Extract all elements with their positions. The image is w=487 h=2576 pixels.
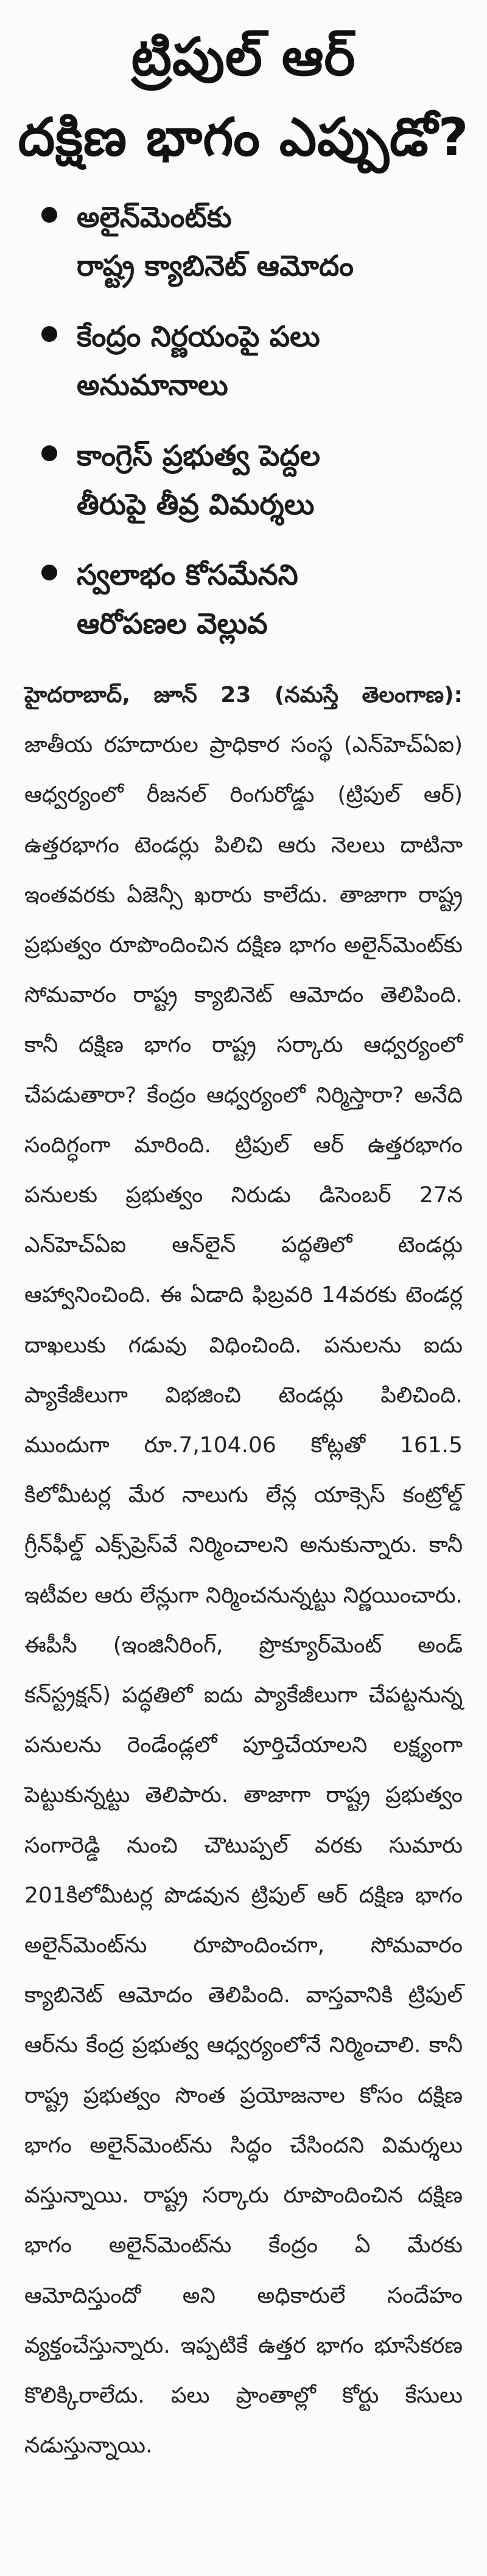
bullet-icon	[41, 445, 57, 461]
highlight-item	[39, 432, 463, 529]
highlight-line: కేంద్రం నిర్ణయంపై పలు	[77, 320, 320, 353]
article-body	[24, 670, 463, 2471]
headline-line-2: దక్షిణ భాగం ఎప్పుడో?	[18, 107, 469, 168]
bullet-icon	[41, 565, 57, 580]
bullet-icon	[41, 326, 57, 342]
dateline: హైదరాబాద్, జూన్ 23 (నమస్తే తెలంగాణ):	[24, 683, 463, 708]
headline	[0, 0, 487, 178]
highlight-line: స్వలాభం కోసమేనని	[77, 559, 298, 592]
highlight-line: తీరుపై తీవ్ర విమర్శలు	[77, 488, 315, 521]
highlight-line: అనుమానాలు	[77, 369, 228, 402]
highlight-line: రాష్ట్ర క్యాబినెట్ ఆమోదం	[77, 249, 354, 283]
highlight-line: అలైన్‌మెంట్‌కు	[77, 201, 232, 234]
highlight-line: ఆరోపణల వెల్లువ	[77, 607, 268, 641]
article-text: జాతీయ రహదారుల ప్రాధికార సంస్థ (ఎన్‌హెచ్‌ఏఐ) ఆధ్వర్యంలో రీజనల్ రింగురోడ్డు (ట్రిపుల్ ఆర్) ఉత్తరభాగం టెండర్లు పిలిచి ఆరు నెలలు దాటినా ఇంతవరకు ఏజెన్సీ ఖరారు కాలేదు. తాజాగా రాష్ట్ర ప్రభుత్వం రూపొందించిన దక్షిణ భాగం అలైన్‌మెంట్‌కు సోమవారం రాష్ట్ర క్యాబినెట్ ఆమోదం తెలిపింది. కానీ దక్షిణ భాగం రాష్ట్ర సర్కారు ఆధ్వర్యంలో చేపడుతారా? కేంద్రం ఆధ్వర్యంలో నిర్మిస్తారా? అనేది సందిగ్ధంగా మారింది. ట్రిపుల్ ఆర్ ఉత్తరభాగం పనులకు ప్రభుత్వం నిరుడు డిసెంబర్ 27న ఎన్‌హెచ్‌ఏఐ ఆన్‌లైన్ పద్ధతిలో టెండర్లు ఆహ్వానించింది. ఈ ఏడాది ఫిబ్రవరి 14వరకు టెండర్ల దాఖలుకు గడువు విధించింది. పనులను ఐదు ప్యాకేజీలుగా విభజించి టెండర్లు పిలిచింది. ముందుగా రూ.7,104.06 కోట్లతో 161.5 కిలోమీటర్ల మేర నాలుగు లేన్ల యాక్సెస్ కంట్రోల్డ్ గ్రీన్‌ఫీల్డ్ ఎక్స్‌ప్రెస్‌వే నిర్మించాలని అనుకున్నారు. కానీ ఇటీవల ఆరు లేన్లుగా నిర్మించనున్నట్టు నిర్ణయించారు. ఈపీసీ (ఇంజినీరింగ్, ప్రొక్యూర్‌మెంట్ అండ్ కన్‌స్ట్రక్షన్) పద్ధతిలో ఐదు ప్యాకేజీలుగా చేపట్టనున్న పనులను రెండేండ్లలో పూర్తిచేయాలని లక్ష్యంగా పెట్టుకున్నట్టు తెలిపారు. తాజాగా రాష్ట్ర ప్రభుత్వం సంగారెడ్డి నుంచి చౌటుప్పల్ వరకు సుమారు 201కిలోమీటర్ల పొడవున ట్రిపుల్ ఆర్ దక్షిణ భాగం అలైన్‌మెంట్‌ను రూపొందించగా, సోమవారం క్యాబినెట్ ఆమోదం తెలిపింది. వాస్తవానికి ట్రిపుల్ ఆర్‌ను కేంద్ర ప్రభుత్వ ఆధ్వర్యంలోనే నిర్మించాలి. కానీ రాష్ట్ర ప్రభుత్వం సొంత ప్రయోజనాల కోసం దక్షిణ భాగం అలైన్‌మెంట్‌ను సిద్ధం చేసిందని విమర్శలు వస్తున్నాయి. రాష్ట్ర సర్కారు రూపొందించిన దక్షిణ భాగం అలైన్‌మెంట్‌ను కేంద్రం ఏ మేరకు ఆమోదిస్తుందో అని అధికారులే సందేహం వ్యక్తంచేస్తున్నారు. ఇప్పటికే ఉత్తర భాగం భూసేకరణ కొలిక్కిరాలేదు. పలు ప్రాంతాల్లో కోర్టు కేసులు నడుస్తున్నాయి.	[24, 733, 463, 2459]
highlight-item	[39, 313, 463, 410]
highlight-item	[39, 551, 463, 649]
highlight-line: కాంగ్రెస్ ప్రభుత్వ పెద్దల	[77, 439, 320, 473]
headline-line-1: ట్రిపుల్ ఆర్	[131, 27, 356, 88]
highlights-list	[0, 193, 487, 649]
bullet-icon	[41, 207, 57, 223]
highlight-item	[39, 193, 463, 291]
